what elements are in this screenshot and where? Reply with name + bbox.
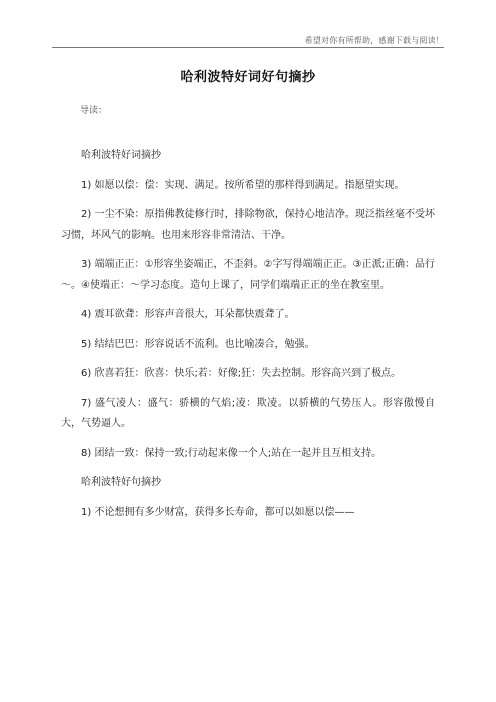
sentence-entry-1: 1) 不论想拥有多少财富，获得多长寿命，都可以如愿以偿—— <box>81 506 355 518</box>
header-note: 希望对你有所帮助，感谢下载与阅读！ <box>304 36 444 45</box>
word-entry-5: 5) 结结巴巴：形容说话不流利。也比喻凑合，勉强。 <box>81 338 315 350</box>
word-entry-6: 6) 欣喜若狂：欣喜：快乐;若：好像;狂：失去控制。形容高兴到了极点。 <box>81 368 402 379</box>
word-entry-7: 7) 盛气凌人：盛气：骄横的气焰;凌：欺凌。以骄横的气势压人。形容傲慢自大，气势逼人。 <box>61 397 435 429</box>
section-heading-words: 哈利波特好词摘抄 <box>81 150 161 161</box>
header-divider <box>52 47 444 48</box>
document-title: 哈利波特好词好句摘抄 <box>180 70 316 85</box>
intro-label: 导读： <box>80 106 108 116</box>
word-entry-1: 1) 如愿以偿：偿：实现、满足。按所希望的那样得到满足。指愿望实现。 <box>81 179 405 191</box>
section-heading-sentences: 哈利波特好句摘抄 <box>81 477 161 488</box>
word-entry-8: 8) 团结一致：保持一致;行动起来像一个人;站在一起并且互相支持。 <box>81 447 382 459</box>
word-entry-4: 4) 震耳欲聋：形容声音很大，耳朵都快震聋了。 <box>81 309 295 320</box>
word-entry-3: 3) 端端正正：①形容坐姿端正，不歪斜。②字写得端端正正。③正派;正确：品行～。④使端正：～学习态度。造句上课了，同学们端端正正的坐在教室里。 <box>61 259 435 291</box>
document-body <box>61 146 435 532</box>
word-entry-2: 2) 一尘不染：原指佛教徒修行时，排除物欲，保持心地洁净。现泛指丝毫不受坏习惯，坏风气的影响。也用来形容非常清洁、干净。 <box>61 209 435 241</box>
